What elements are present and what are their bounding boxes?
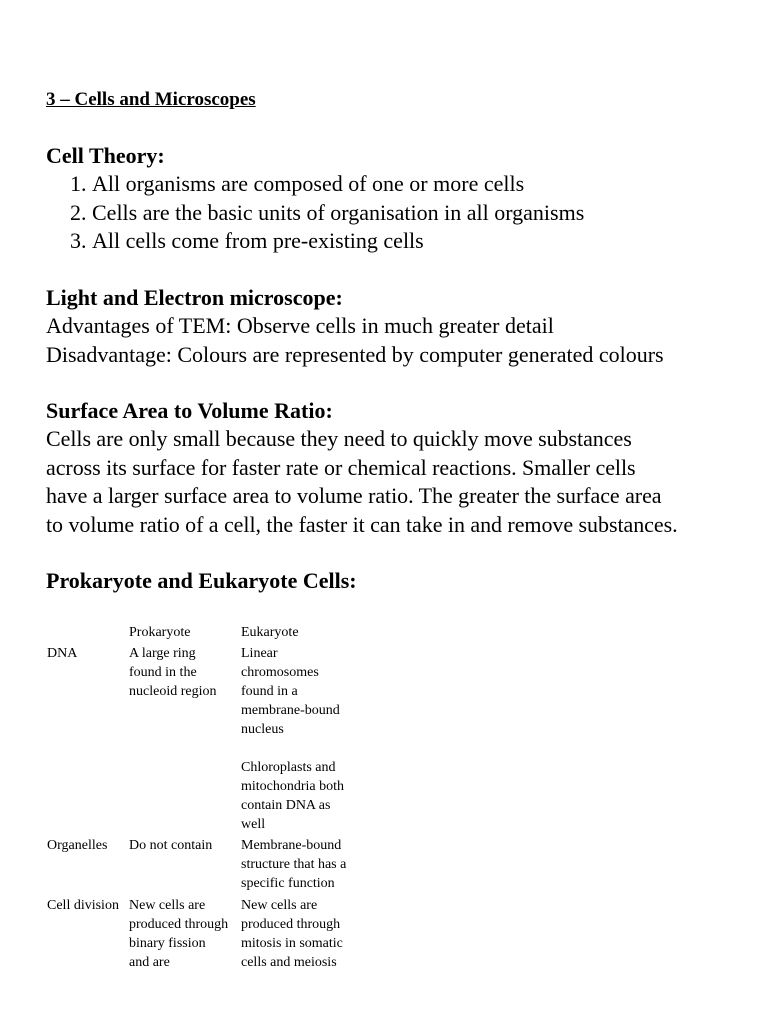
sa-ratio-section: [46, 397, 678, 539]
cells-section: [46, 567, 357, 595]
paragraph-line: Cells are only small because they need to quickly move substances: [46, 426, 632, 451]
cell-theory-heading: Cell Theory:: [46, 143, 165, 168]
table-header-cell: Prokaryote: [129, 625, 191, 640]
list-item-number: 1.: [70, 171, 87, 196]
table-row: [47, 896, 367, 972]
paragraph-line: Advantages of TEM: Observe cells in much greater detail: [46, 313, 554, 338]
list-item-text: Cells are the basic units of organisation in all organisms: [92, 199, 585, 225]
cell-theory-list: [46, 170, 584, 256]
table-row-label: Organelles: [47, 838, 108, 853]
table-cell: New cells are produced through mitosis in somatic cells and meiosis: [241, 898, 343, 970]
table-row: [47, 644, 367, 834]
sa-ratio-heading: Surface Area to Volume Ratio:: [46, 398, 333, 423]
table-cell: Linear chromosomes found in a membrane-bound nucleus Chloroplasts and mitochondria both contain DNA as well: [241, 646, 345, 832]
list-item: [46, 170, 584, 199]
list-item-number: 2.: [70, 199, 87, 225]
cell-theory-section: [46, 142, 584, 256]
cells-heading: Prokaryote and Eukaryote Cells:: [46, 568, 357, 593]
table-cell: A large ring found in the nucleoid region: [129, 646, 217, 699]
microscope-section: [46, 284, 664, 369]
table-row: [47, 836, 367, 893]
table-cell: Membrane-bound structure that has a specific function: [241, 838, 347, 891]
table-row-label: DNA: [47, 646, 78, 661]
table-cell: New cells are produced through binary fission and are: [129, 898, 229, 970]
microscope-heading: Light and Electron microscope:: [46, 285, 343, 310]
table-cell: Do not contain: [129, 838, 213, 853]
list-item: [46, 199, 584, 228]
table-row-label: Cell division: [47, 898, 119, 913]
table-header-cell: Eukaryote: [241, 625, 299, 640]
document-title: 3 – Cells and Microscopes: [46, 89, 256, 110]
list-item-number: 3.: [70, 228, 87, 253]
list-item: [46, 227, 584, 256]
list-item-text: All organisms are composed of one or more cells: [92, 171, 525, 196]
paragraph-line: Disadvantage: Colours are represented by computer generated colours: [46, 341, 664, 367]
paragraph-line: across its surface for faster rate or chemical reactions. Smaller cells: [46, 454, 636, 480]
paragraph-line: to volume ratio of a cell, the faster it can take in and remove substances.: [46, 511, 678, 537]
paragraph-line: have a larger surface area to volume ratio. The greater the surface area: [46, 483, 662, 508]
list-item-text: All cells come from pre-existing cells: [92, 228, 424, 253]
table-header-row: [47, 623, 367, 642]
